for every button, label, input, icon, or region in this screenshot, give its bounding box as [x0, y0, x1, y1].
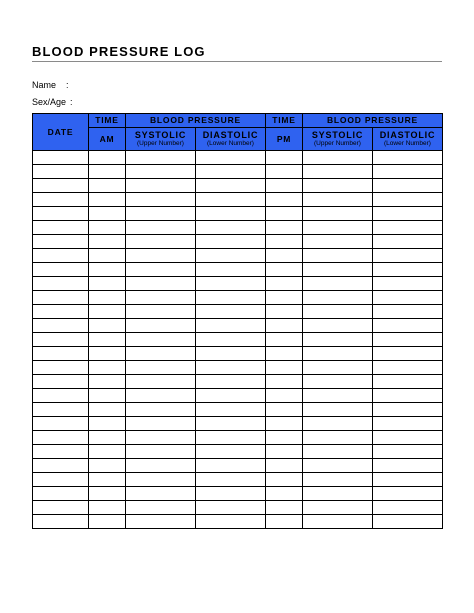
table-row: [33, 417, 443, 431]
systolic-pm-cell[interactable]: [303, 291, 373, 305]
name-label: Name: [32, 80, 57, 90]
table-row: [33, 221, 443, 235]
table-row: [33, 151, 443, 165]
systolic-pm-cell[interactable]: [303, 431, 373, 445]
time-pm-cell[interactable]: [266, 389, 303, 403]
systolic-am-cell[interactable]: [126, 375, 196, 389]
table-row: [33, 445, 443, 459]
time-am-cell[interactable]: [89, 501, 126, 515]
diastolic-pm-cell[interactable]: [373, 459, 443, 473]
diastolic-pm-cell[interactable]: [373, 445, 443, 459]
systolic-am-cell[interactable]: [126, 235, 196, 249]
time-am-cell[interactable]: [89, 375, 126, 389]
blood-pressure-header-am: BLOOD PRESSURE: [126, 114, 266, 128]
diastolic-pm-cell[interactable]: [373, 165, 443, 179]
diastolic-pm-cell[interactable]: [373, 221, 443, 235]
diastolic-pm-cell[interactable]: [373, 179, 443, 193]
diastolic-pm-cell[interactable]: [373, 151, 443, 165]
time-am-cell[interactable]: [89, 249, 126, 263]
diastolic-pm-cell[interactable]: [373, 361, 443, 375]
systolic-pm-cell[interactable]: [303, 501, 373, 515]
date-cell[interactable]: [33, 305, 89, 319]
systolic-am-cell[interactable]: [126, 291, 196, 305]
systolic-am-cell[interactable]: [126, 179, 196, 193]
table-row: [33, 403, 443, 417]
table-row: [33, 235, 443, 249]
time-pm-cell[interactable]: [266, 459, 303, 473]
date-cell[interactable]: [33, 291, 89, 305]
table-row: [33, 263, 443, 277]
diastolic-pm-cell[interactable]: [373, 501, 443, 515]
time-pm-cell[interactable]: [266, 333, 303, 347]
time-am-cell[interactable]: [89, 305, 126, 319]
table-row: [33, 515, 443, 529]
diastolic-pm-cell[interactable]: [373, 193, 443, 207]
date-cell[interactable]: [33, 319, 89, 333]
systolic-pm-cell[interactable]: [303, 179, 373, 193]
systolic-am-cell[interactable]: [126, 445, 196, 459]
systolic-am-cell[interactable]: [126, 277, 196, 291]
date-cell[interactable]: [33, 515, 89, 529]
systolic-am-cell[interactable]: [126, 165, 196, 179]
systolic-pm-cell[interactable]: [303, 389, 373, 403]
date-cell[interactable]: [33, 221, 89, 235]
diastolic-am-cell[interactable]: [196, 207, 266, 221]
date-cell[interactable]: [33, 207, 89, 221]
systolic-pm-cell[interactable]: [303, 375, 373, 389]
systolic-am-cell[interactable]: [126, 305, 196, 319]
time-pm-cell[interactable]: [266, 501, 303, 515]
systolic-pm-cell[interactable]: [303, 207, 373, 221]
systolic-pm-cell[interactable]: [303, 305, 373, 319]
systolic-pm-cell[interactable]: [303, 333, 373, 347]
systolic-am-cell[interactable]: [126, 333, 196, 347]
sex-age-label: Sex/Age: [32, 97, 67, 107]
name-field: [32, 80, 69, 90]
time-pm-cell[interactable]: [266, 403, 303, 417]
time-pm-cell[interactable]: [266, 193, 303, 207]
time-am-cell[interactable]: [89, 361, 126, 375]
date-cell[interactable]: [33, 389, 89, 403]
systolic-am-cell[interactable]: [126, 515, 196, 529]
time-header-am: TIME: [89, 114, 126, 128]
table-row: [33, 207, 443, 221]
time-pm-cell[interactable]: [266, 361, 303, 375]
systolic-pm-cell[interactable]: [303, 193, 373, 207]
systolic-sublabel: (Upper Number): [137, 139, 184, 147]
diastolic-pm-cell[interactable]: [373, 291, 443, 305]
date-cell[interactable]: [33, 263, 89, 277]
systolic-pm-cell[interactable]: [303, 403, 373, 417]
systolic-pm-cell[interactable]: [303, 277, 373, 291]
table-row: [33, 179, 443, 193]
systolic-header-am: [126, 128, 196, 151]
diastolic-am-cell[interactable]: [196, 375, 266, 389]
diastolic-pm-cell[interactable]: [373, 249, 443, 263]
systolic-pm-cell[interactable]: [303, 347, 373, 361]
time-pm-cell[interactable]: [266, 165, 303, 179]
time-header-pm: TIME: [266, 114, 303, 128]
systolic-am-cell[interactable]: [126, 389, 196, 403]
diastolic-am-cell[interactable]: [196, 333, 266, 347]
date-cell[interactable]: [33, 487, 89, 501]
pm-header: PM: [266, 128, 303, 151]
table-row: [33, 487, 443, 501]
time-pm-cell[interactable]: [266, 207, 303, 221]
blood-pressure-header-pm: BLOOD PRESSURE: [303, 114, 443, 128]
systolic-pm-cell[interactable]: [303, 445, 373, 459]
log-rows: [33, 151, 443, 529]
table-row: [33, 375, 443, 389]
diastolic-sublabel: (Lower Number): [384, 139, 431, 147]
time-pm-cell[interactable]: [266, 179, 303, 193]
systolic-pm-cell[interactable]: [303, 235, 373, 249]
diastolic-am-cell[interactable]: [196, 389, 266, 403]
systolic-pm-cell[interactable]: [303, 249, 373, 263]
diastolic-am-cell[interactable]: [196, 347, 266, 361]
diastolic-pm-cell[interactable]: [373, 389, 443, 403]
systolic-am-cell[interactable]: [126, 417, 196, 431]
diastolic-label: DIASTOLIC: [202, 129, 259, 140]
time-pm-cell[interactable]: [266, 375, 303, 389]
time-am-cell[interactable]: [89, 473, 126, 487]
table-row: [33, 473, 443, 487]
time-am-cell[interactable]: [89, 291, 126, 305]
time-am-cell[interactable]: [89, 347, 126, 361]
diastolic-am-cell[interactable]: [196, 403, 266, 417]
time-pm-cell[interactable]: [266, 277, 303, 291]
systolic-am-cell[interactable]: [126, 319, 196, 333]
diastolic-am-cell[interactable]: [196, 193, 266, 207]
time-am-cell[interactable]: [89, 235, 126, 249]
diastolic-am-cell[interactable]: [196, 249, 266, 263]
time-am-cell[interactable]: [89, 319, 126, 333]
systolic-am-cell[interactable]: [126, 263, 196, 277]
diastolic-am-cell[interactable]: [196, 235, 266, 249]
time-pm-cell[interactable]: [266, 431, 303, 445]
diastolic-pm-cell[interactable]: [373, 235, 443, 249]
diastolic-am-cell[interactable]: [196, 305, 266, 319]
systolic-am-cell[interactable]: [126, 193, 196, 207]
blood-pressure-table: [32, 113, 443, 529]
time-am-cell[interactable]: [89, 179, 126, 193]
time-am-cell[interactable]: [89, 431, 126, 445]
table-row: [33, 459, 443, 473]
systolic-am-cell[interactable]: [126, 459, 196, 473]
time-am-cell[interactable]: [89, 445, 126, 459]
systolic-header-pm: [303, 128, 373, 151]
time-am-cell[interactable]: [89, 403, 126, 417]
systolic-am-cell[interactable]: [126, 473, 196, 487]
date-cell[interactable]: [33, 417, 89, 431]
date-cell[interactable]: [33, 249, 89, 263]
date-cell[interactable]: [33, 375, 89, 389]
table-row: [33, 333, 443, 347]
diastolic-pm-cell[interactable]: [373, 473, 443, 487]
systolic-pm-cell[interactable]: [303, 319, 373, 333]
time-pm-cell[interactable]: [266, 151, 303, 165]
systolic-pm-cell[interactable]: [303, 515, 373, 529]
time-pm-cell[interactable]: [266, 263, 303, 277]
sex-age-separator: :: [70, 97, 73, 107]
table-row: [33, 305, 443, 319]
table-row: [33, 291, 443, 305]
systolic-pm-cell[interactable]: [303, 151, 373, 165]
time-am-cell[interactable]: [89, 515, 126, 529]
systolic-label: SYSTOLIC: [311, 129, 364, 140]
title-divider: [32, 61, 442, 62]
diastolic-am-cell[interactable]: [196, 263, 266, 277]
sex-age-field: [32, 97, 73, 107]
time-am-cell[interactable]: [89, 151, 126, 165]
diastolic-am-cell[interactable]: [196, 179, 266, 193]
systolic-am-cell[interactable]: [126, 347, 196, 361]
systolic-pm-cell[interactable]: [303, 417, 373, 431]
systolic-am-cell[interactable]: [126, 403, 196, 417]
table-row: [33, 319, 443, 333]
systolic-pm-cell[interactable]: [303, 473, 373, 487]
time-pm-cell[interactable]: [266, 473, 303, 487]
date-cell[interactable]: [33, 193, 89, 207]
table-row: [33, 249, 443, 263]
time-pm-cell[interactable]: [266, 417, 303, 431]
systolic-pm-cell[interactable]: [303, 221, 373, 235]
diastolic-pm-cell[interactable]: [373, 207, 443, 221]
table-row: [33, 431, 443, 445]
table-row: [33, 165, 443, 179]
diastolic-am-cell[interactable]: [196, 221, 266, 235]
diastolic-am-cell[interactable]: [196, 319, 266, 333]
systolic-pm-cell[interactable]: [303, 361, 373, 375]
diastolic-pm-cell[interactable]: [373, 375, 443, 389]
table-row: [33, 193, 443, 207]
diastolic-am-cell[interactable]: [196, 277, 266, 291]
systolic-am-cell[interactable]: [126, 501, 196, 515]
diastolic-am-cell[interactable]: [196, 501, 266, 515]
date-cell[interactable]: [33, 151, 89, 165]
diastolic-pm-cell[interactable]: [373, 487, 443, 501]
time-am-cell[interactable]: [89, 459, 126, 473]
date-header: DATE: [33, 114, 89, 151]
systolic-am-cell[interactable]: [126, 249, 196, 263]
time-pm-cell[interactable]: [266, 319, 303, 333]
date-cell[interactable]: [33, 459, 89, 473]
diastolic-am-cell[interactable]: [196, 445, 266, 459]
diastolic-pm-cell[interactable]: [373, 417, 443, 431]
table-row: [33, 347, 443, 361]
diastolic-am-cell[interactable]: [196, 473, 266, 487]
diastolic-am-cell[interactable]: [196, 151, 266, 165]
date-cell[interactable]: [33, 403, 89, 417]
diastolic-pm-cell[interactable]: [373, 403, 443, 417]
date-cell[interactable]: [33, 235, 89, 249]
diastolic-header-am: [196, 128, 266, 151]
time-pm-cell[interactable]: [266, 515, 303, 529]
time-am-cell[interactable]: [89, 165, 126, 179]
date-cell[interactable]: [33, 501, 89, 515]
time-pm-cell[interactable]: [266, 249, 303, 263]
diastolic-header-pm: [373, 128, 443, 151]
diastolic-pm-cell[interactable]: [373, 263, 443, 277]
time-pm-cell[interactable]: [266, 221, 303, 235]
time-pm-cell[interactable]: [266, 347, 303, 361]
date-cell[interactable]: [33, 361, 89, 375]
table-row: [33, 389, 443, 403]
time-am-cell[interactable]: [89, 193, 126, 207]
time-am-cell[interactable]: [89, 263, 126, 277]
date-cell[interactable]: [33, 473, 89, 487]
diastolic-pm-cell[interactable]: [373, 431, 443, 445]
systolic-am-cell[interactable]: [126, 151, 196, 165]
systolic-am-cell[interactable]: [126, 487, 196, 501]
date-cell[interactable]: [33, 445, 89, 459]
diastolic-am-cell[interactable]: [196, 459, 266, 473]
systolic-pm-cell[interactable]: [303, 459, 373, 473]
diastolic-pm-cell[interactable]: [373, 333, 443, 347]
date-cell[interactable]: [33, 333, 89, 347]
diastolic-am-cell[interactable]: [196, 417, 266, 431]
time-am-cell[interactable]: [89, 221, 126, 235]
systolic-sublabel: (Upper Number): [314, 139, 361, 147]
diastolic-am-cell[interactable]: [196, 291, 266, 305]
systolic-am-cell[interactable]: [126, 221, 196, 235]
date-cell[interactable]: [33, 431, 89, 445]
time-pm-cell[interactable]: [266, 235, 303, 249]
date-cell[interactable]: [33, 165, 89, 179]
systolic-am-cell[interactable]: [126, 431, 196, 445]
systolic-pm-cell[interactable]: [303, 487, 373, 501]
date-cell[interactable]: [33, 347, 89, 361]
diastolic-pm-cell[interactable]: [373, 347, 443, 361]
diastolic-am-cell[interactable]: [196, 515, 266, 529]
time-am-cell[interactable]: [89, 333, 126, 347]
time-am-cell[interactable]: [89, 207, 126, 221]
page-title: BLOOD PRESSURE LOG: [32, 44, 206, 59]
diastolic-am-cell[interactable]: [196, 361, 266, 375]
am-header: AM: [89, 128, 126, 151]
diastolic-pm-cell[interactable]: [373, 277, 443, 291]
systolic-am-cell[interactable]: [126, 361, 196, 375]
name-separator: :: [66, 80, 69, 90]
systolic-pm-cell[interactable]: [303, 165, 373, 179]
time-am-cell[interactable]: [89, 417, 126, 431]
diastolic-sublabel: (Lower Number): [207, 139, 254, 147]
table-row: [33, 361, 443, 375]
diastolic-pm-cell[interactable]: [373, 305, 443, 319]
time-pm-cell[interactable]: [266, 305, 303, 319]
diastolic-label: DIASTOLIC: [379, 129, 436, 140]
diastolic-am-cell[interactable]: [196, 431, 266, 445]
table-row: [33, 277, 443, 291]
time-pm-cell[interactable]: [266, 445, 303, 459]
systolic-am-cell[interactable]: [126, 207, 196, 221]
systolic-label: SYSTOLIC: [134, 129, 187, 140]
time-am-cell[interactable]: [89, 277, 126, 291]
time-am-cell[interactable]: [89, 389, 126, 403]
diastolic-pm-cell[interactable]: [373, 515, 443, 529]
time-pm-cell[interactable]: [266, 487, 303, 501]
diastolic-am-cell[interactable]: [196, 165, 266, 179]
systolic-pm-cell[interactable]: [303, 263, 373, 277]
diastolic-pm-cell[interactable]: [373, 319, 443, 333]
time-pm-cell[interactable]: [266, 291, 303, 305]
table-row: [33, 501, 443, 515]
date-cell[interactable]: [33, 179, 89, 193]
date-cell[interactable]: [33, 277, 89, 291]
time-am-cell[interactable]: [89, 487, 126, 501]
diastolic-am-cell[interactable]: [196, 487, 266, 501]
